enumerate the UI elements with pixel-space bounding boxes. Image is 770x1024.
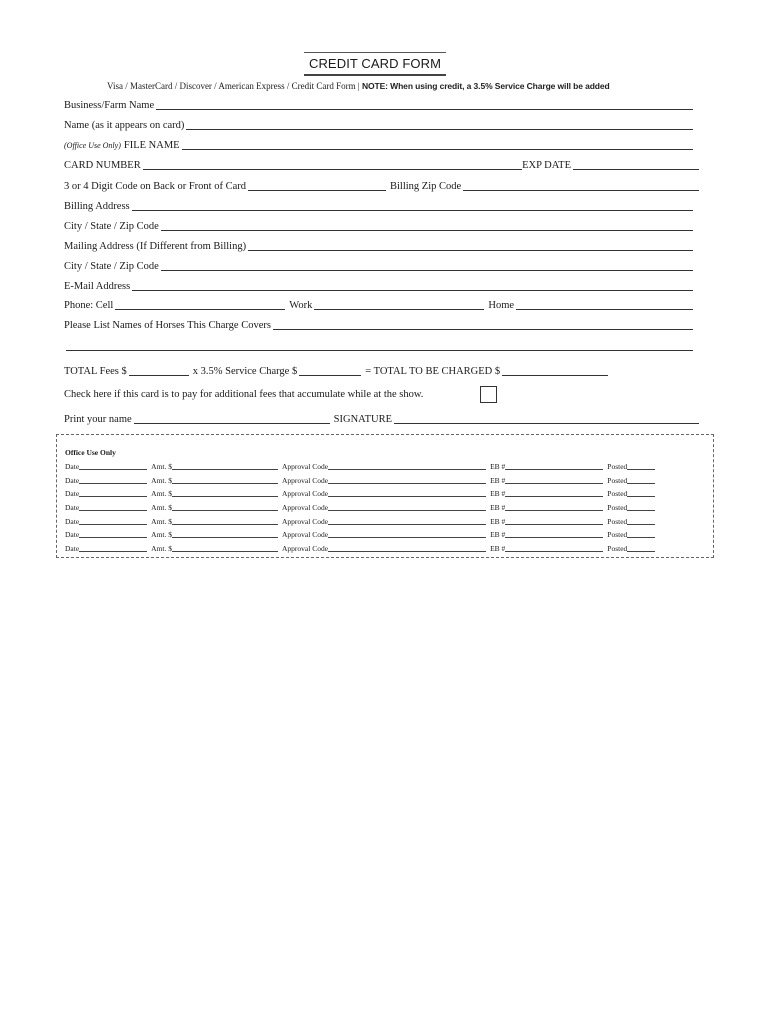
office-eb-label: EB # <box>490 530 506 539</box>
office-posted-field[interactable] <box>627 531 655 538</box>
form-title-block <box>304 52 446 76</box>
office-row <box>65 475 665 485</box>
office-approval-label: Approval Code <box>282 476 329 485</box>
office-amt-label: Amt. $ <box>151 462 173 471</box>
signature-label: SIGNATURE <box>333 414 392 425</box>
office-date-field[interactable] <box>79 463 147 470</box>
office-eb-label: EB # <box>490 462 506 471</box>
office-date-label: Date <box>65 544 80 553</box>
name-on-card-row <box>64 118 693 132</box>
city-state-zip-row <box>64 219 693 233</box>
office-posted-label: Posted <box>607 517 628 526</box>
city-state-zip-2-row <box>64 259 693 273</box>
office-use-title: Office Use Only <box>65 448 116 457</box>
card-number-field[interactable] <box>143 160 522 170</box>
billing-address-field[interactable] <box>132 201 693 211</box>
office-eb-label: EB # <box>490 517 506 526</box>
office-amt-field[interactable] <box>172 477 278 484</box>
file-name-label: FILE NAME <box>123 140 180 151</box>
additional-fees-checkbox[interactable] <box>480 386 497 403</box>
office-date-label: Date <box>65 530 80 539</box>
print-name-label: Print your name <box>64 414 132 425</box>
phone-work-field[interactable] <box>314 300 484 310</box>
office-posted-label: Posted <box>607 530 628 539</box>
office-amt-field[interactable] <box>172 463 278 470</box>
title-bottom-rule <box>304 74 446 76</box>
office-amt-label: Amt. $ <box>151 476 173 485</box>
billing-zip-label: Billing Zip Code <box>389 181 462 192</box>
mailing-address-field[interactable] <box>248 241 693 251</box>
email-row <box>64 279 693 293</box>
name-signature-row <box>64 412 699 426</box>
office-amt-field[interactable] <box>172 545 278 552</box>
office-posted-field[interactable] <box>627 477 655 484</box>
office-approval-field[interactable] <box>328 490 486 497</box>
office-eb-field[interactable] <box>505 545 603 552</box>
additional-fees-label: Check here if this card is to pay for additional fees that accumulate while at the show. <box>64 389 424 400</box>
billing-address-label: Billing Address <box>64 201 130 212</box>
name-on-card-field[interactable] <box>186 120 693 130</box>
office-date-label: Date <box>65 476 80 485</box>
print-name-field[interactable] <box>134 414 330 424</box>
form-subtitle <box>107 81 610 91</box>
office-eb-field[interactable] <box>505 518 603 525</box>
city-state-zip-field[interactable] <box>161 221 693 231</box>
office-row <box>65 461 665 471</box>
security-zip-row <box>64 179 699 193</box>
card-number-row <box>64 158 699 172</box>
phone-work-label: Work <box>289 300 313 311</box>
office-row <box>65 502 665 512</box>
phone-home-label: Home <box>488 300 515 311</box>
office-row <box>65 516 665 526</box>
email-field[interactable] <box>132 281 693 291</box>
card-number-label: CARD NUMBER <box>64 160 141 171</box>
office-approval-label: Approval Code <box>282 462 329 471</box>
office-eb-field[interactable] <box>505 531 603 538</box>
office-eb-label: EB # <box>490 476 506 485</box>
additional-fees-row <box>64 387 484 401</box>
form-title: CREDIT CARD FORM <box>308 56 442 71</box>
office-eb-field[interactable] <box>505 504 603 511</box>
business-name-label: Business/Farm Name <box>64 100 155 111</box>
office-amt-label: Amt. $ <box>151 530 173 539</box>
office-posted-label: Posted <box>607 462 628 471</box>
file-name-field[interactable] <box>182 140 693 150</box>
office-date-field[interactable] <box>79 545 147 552</box>
office-date-label: Date <box>65 462 80 471</box>
office-posted-field[interactable] <box>627 545 655 552</box>
email-label: E-Mail Address <box>64 281 131 292</box>
horses-field[interactable] <box>273 320 693 330</box>
office-date-label: Date <box>65 489 80 498</box>
business-name-field[interactable] <box>156 100 693 110</box>
billing-address-row <box>64 199 693 213</box>
office-amt-field[interactable] <box>172 531 278 538</box>
service-charge-field[interactable] <box>299 366 361 376</box>
office-amt-field[interactable] <box>172 518 278 525</box>
office-use-only-label: (Office Use Only) <box>64 141 121 150</box>
total-fees-label: TOTAL Fees $ <box>64 366 127 377</box>
totals-row <box>64 364 644 378</box>
accepted-cards-text: Visa / MasterCard / Discover / American Express / Credit Card Form | <box>107 81 360 91</box>
signature-field[interactable] <box>394 414 699 424</box>
office-use-box <box>56 434 714 558</box>
office-approval-field[interactable] <box>328 504 486 511</box>
office-amt-field[interactable] <box>172 504 278 511</box>
office-approval-field[interactable] <box>328 545 486 552</box>
service-charge-label: x 3.5% Service Charge $ <box>192 366 298 377</box>
office-approval-label: Approval Code <box>282 489 329 498</box>
office-approval-label: Approval Code <box>282 517 329 526</box>
office-eb-label: EB # <box>490 503 506 512</box>
phone-cell-label: Phone: Cell <box>64 300 114 311</box>
office-amt-label: Amt. $ <box>151 489 173 498</box>
office-date-label: Date <box>65 517 80 526</box>
security-code-label: 3 or 4 Digit Code on Back or Front of Card <box>64 181 246 192</box>
office-approval-field[interactable] <box>328 518 486 525</box>
exp-date-label: EXP DATE <box>522 160 571 171</box>
business-name-row <box>64 98 693 112</box>
office-posted-label: Posted <box>607 489 628 498</box>
office-row <box>65 543 665 553</box>
office-approval-field[interactable] <box>328 463 486 470</box>
office-approval-label: Approval Code <box>282 544 329 553</box>
horses-extra-row <box>66 339 693 353</box>
phone-row <box>64 298 693 312</box>
total-charged-field[interactable] <box>502 366 608 376</box>
office-date-field[interactable] <box>79 531 147 538</box>
total-fees-field[interactable] <box>129 366 189 376</box>
office-amt-label: Amt. $ <box>151 517 173 526</box>
office-amt-field[interactable] <box>172 490 278 497</box>
office-approval-label: Approval Code <box>282 503 329 512</box>
name-on-card-label: Name (as it appears on card) <box>64 120 185 131</box>
phone-cell-field[interactable] <box>115 300 285 310</box>
office-approval-label: Approval Code <box>282 530 329 539</box>
office-eb-field[interactable] <box>505 463 603 470</box>
horses-label: Please List Names of Horses This Charge Covers <box>64 320 271 331</box>
exp-date-field[interactable] <box>573 160 699 170</box>
office-eb-field[interactable] <box>505 490 603 497</box>
office-approval-field[interactable] <box>328 531 486 538</box>
office-amt-label: Amt. $ <box>151 544 173 553</box>
office-row <box>65 529 665 539</box>
office-date-field[interactable] <box>79 518 147 525</box>
horses-extra-field[interactable] <box>66 341 693 351</box>
office-posted-field[interactable] <box>627 504 655 511</box>
office-date-field[interactable] <box>79 490 147 497</box>
office-posted-label: Posted <box>607 503 628 512</box>
phone-home-field[interactable] <box>516 300 693 310</box>
mailing-address-row <box>64 239 693 253</box>
office-eb-label: EB # <box>490 544 506 553</box>
security-code-field[interactable] <box>248 181 386 191</box>
office-amt-label: Amt. $ <box>151 503 173 512</box>
office-posted-field[interactable] <box>627 490 655 497</box>
office-date-field[interactable] <box>79 504 147 511</box>
city-state-zip-label: City / State / Zip Code <box>64 221 159 232</box>
office-posted-label: Posted <box>607 544 628 553</box>
mailing-address-label: Mailing Address (If Different from Billing) <box>64 241 247 252</box>
office-posted-field[interactable] <box>627 518 655 525</box>
horses-row <box>64 318 693 332</box>
office-approval-field[interactable] <box>328 477 486 484</box>
office-posted-label: Posted <box>607 476 628 485</box>
office-row <box>65 488 665 498</box>
service-charge-note: NOTE: When using credit, a 3.5% Service Charge will be added <box>361 81 610 91</box>
total-charged-label: = TOTAL TO BE CHARGED $ <box>365 366 501 377</box>
office-date-field[interactable] <box>79 477 147 484</box>
office-eb-label: EB # <box>490 489 506 498</box>
file-name-row <box>64 138 693 152</box>
office-eb-field[interactable] <box>505 477 603 484</box>
office-date-label: Date <box>65 503 80 512</box>
city-state-zip-2-label: City / State / Zip Code <box>64 261 159 272</box>
city-state-zip-2-field[interactable] <box>161 261 693 271</box>
billing-zip-field[interactable] <box>463 181 699 191</box>
office-posted-field[interactable] <box>627 463 655 470</box>
